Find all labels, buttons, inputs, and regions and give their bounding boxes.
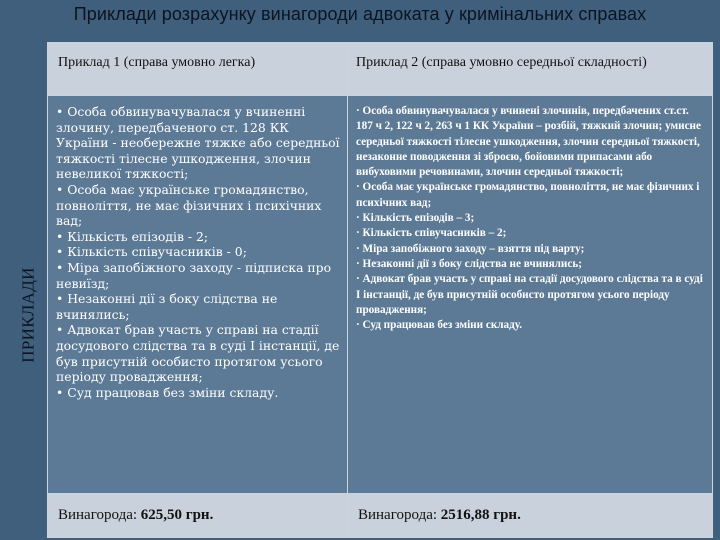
side-label: [16, 95, 42, 535]
example-2-item: · Кількість співучасників – 2;: [356, 227, 507, 240]
example-2-details: [348, 96, 713, 494]
example-2-item: · Міра запобіжного заходу – взяття під варту;: [356, 242, 585, 255]
example-1-item: • Особа обвинувачувалася у вчиненні злочину, передбаченого ст. 128 КК України - необережне тяжке або середньої тяжкості тілесне ушкодження, злочин невеликої тяжкості;: [56, 104, 340, 182]
fee-amount: 625,50 грн.: [140, 507, 214, 523]
examples-table: [47, 42, 713, 538]
fee-label: Винагорода:: [58, 507, 138, 523]
fee-amount: 2516,88 грн.: [440, 507, 521, 523]
example-2-item: · Незаконні дії з боку слідства не вчинялись;: [356, 257, 582, 270]
header-example-2: Приклад 2 (справа умовно середньої складності): [348, 42, 713, 96]
example-2-item: · Адвокат брав участь у справі на стадії досудового слідства та в суді I інстанції, де був присутній особисто протягом усього періоду провадження;: [356, 273, 703, 316]
example-2-item: · Кількість епізодів – 3;: [356, 212, 475, 225]
example-1-item: • Кількість співучасників - 0;: [56, 244, 247, 260]
header-example-1: Приклад 1 (справа умовно легка): [48, 42, 348, 96]
example-1-item: • Кількість епізодів - 2;: [56, 228, 209, 244]
example-1-item: • Особа має українське громадянство, повноліття, не має фізичних і психічних вад;: [56, 181, 322, 229]
fee-label: Винагорода:: [358, 507, 438, 523]
example-1-item: • Суд працював без зміни складу.: [56, 384, 279, 400]
example-1-details: [48, 96, 348, 494]
side-label-text: ПРИКЛАДИ: [19, 267, 38, 363]
example-1-item: • Адвокат брав участь у справі на стадії досудового слідства та в суді I інстанції, де був присутній особисто протягом усього періоду провадження;: [56, 322, 340, 385]
fee-example-2: [348, 494, 713, 538]
example-1-item: • Міра запобіжного заходу - підписка про невиїзд;: [56, 259, 332, 291]
example-1-item: • Незаконні дії з боку слідства не вчинялись;: [56, 291, 278, 322]
page-title: Приклади розрахунку винагороди адвоката у кримінальних справах: [73, 4, 647, 24]
example-2-item: · Особа обвинувачувалася у вчинені злочинів, передбачених ст.ст. 187 ч 2, 122 ч 2, 263 ч 1 КК України – розбій, тяжкий злочин; умисне середньої тяжкості тілесне ушкодження, злочин середньої тяжкості, незаконне поводження зі зброєю, бойовими припасами або вибуховими речовинами, злочин середньої тяжкості;: [356, 105, 701, 179]
fee-example-1: [48, 494, 348, 538]
example-2-item: · Суд працював без зміни складу.: [356, 319, 523, 332]
example-2-item: · Особа має українське громадянство, повноліття, не має фізичних і психічних вад;: [356, 181, 700, 209]
